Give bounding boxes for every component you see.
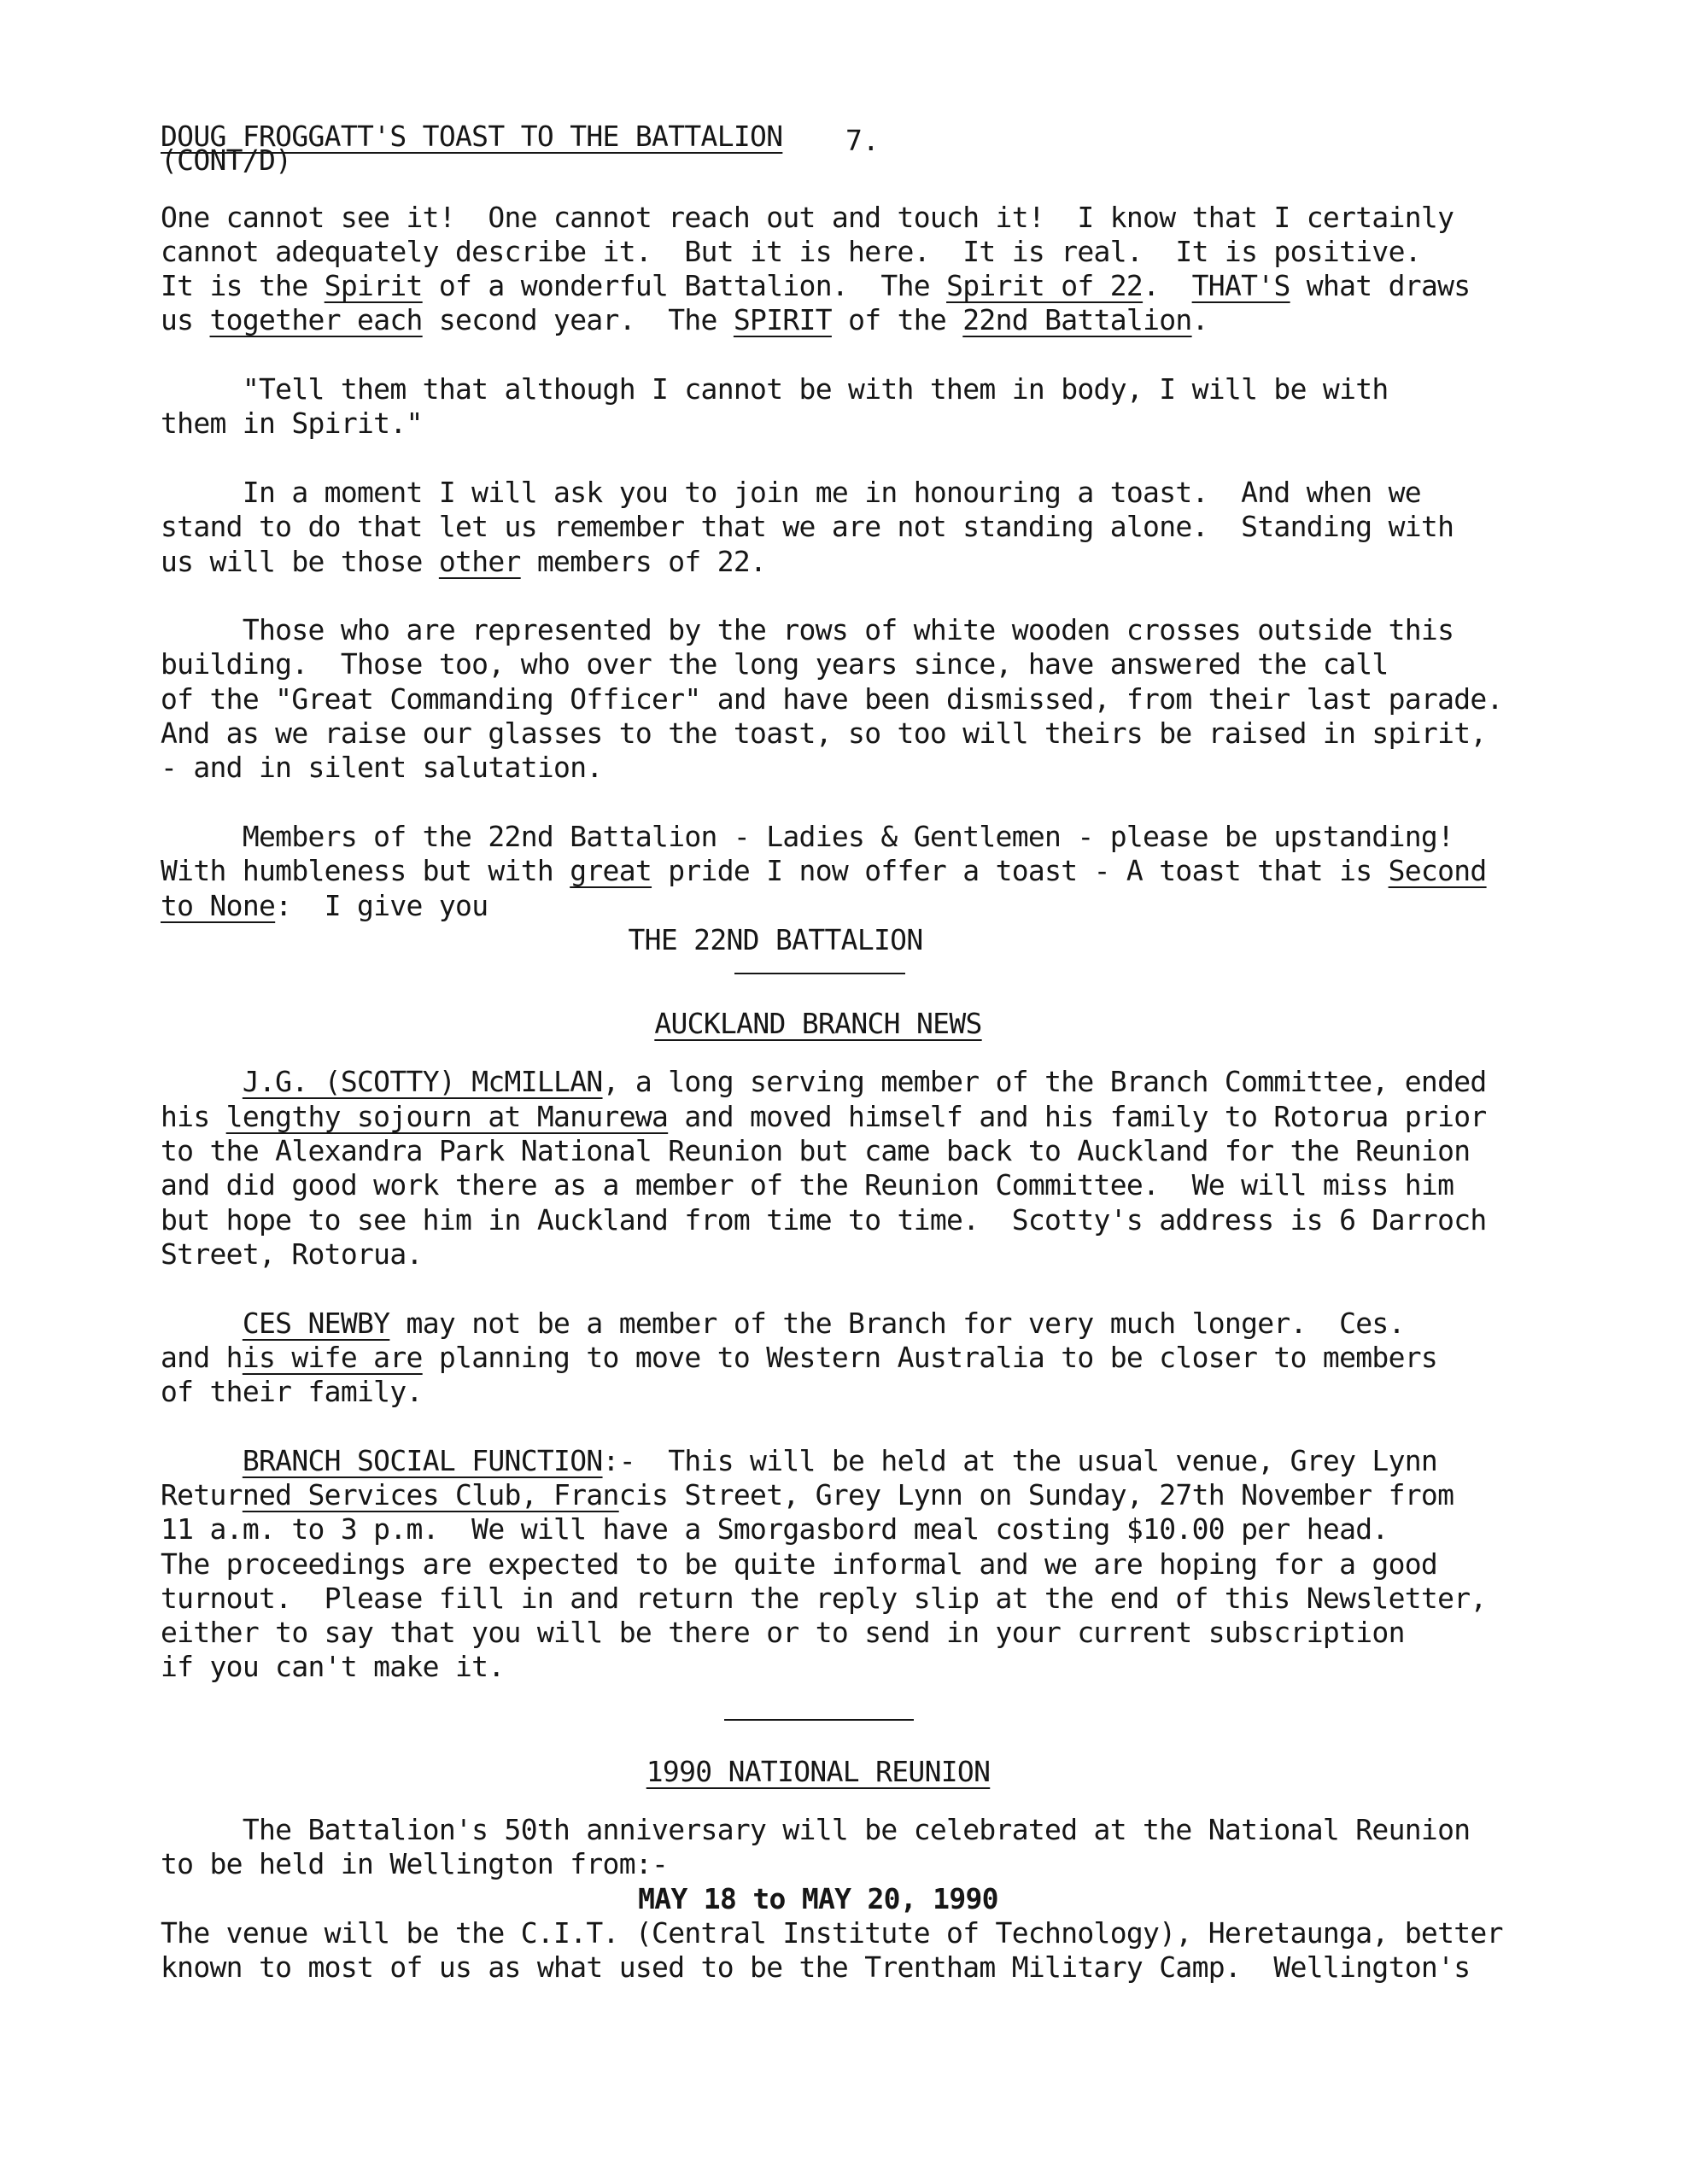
reunion-paragraph: The Battalion's 50th anniversary will be celebrated at the National Reunion to be held in Wellington from:- MAY 18 to MAY 20, 1990 The venue will be the C.I.T. (Central Institute of Technology), Heretaunga, better known to most of us as what used to be the Trentham Military Camp. Wellington's [161, 1813, 1503, 1985]
auckland-heading: AUCKLAND BRANCH NEWS [654, 1007, 982, 1041]
toast-paragraph-3: In a moment I will ask you to join me in honouring a toast. And when we stand to do that let us remember that we are not standing alone. Standing with us will be those other members of 22. [161, 475, 1454, 578]
toast-paragraph-2: "Tell them that although I cannot be with them in body, I will be with them in Spirit." [161, 372, 1389, 441]
toast-paragraph-1: One cannot see it! One cannot reach out and touch it! I know that I certainly cannot adequately describe it. But it is here. It is real. It is positive. It is the Spirit of a wonderful Battalion. The Spirit of 22. THAT'S what draws us together each second year. The SPIRIT of the 22nd Battalion. [161, 200, 1471, 337]
toast-heading-cont: (CONT/D) [161, 143, 292, 178]
newsletter-page [161, 120, 1612, 1985]
auckland-paragraph-1: J.G. (SCOTTY) McMILLAN, a long serving member of the Branch Committee, ended his lengthy sojourn at Manurewa and moved himself and his family to Rotorua prior to the Alexandra Park National Reunion but came back to Auckland for the Reunion and did good work there as a member of the Reunion Committee. We will miss him but hope to see him in Auckland from time to time. Scotty's address is 6 Darroch Street, Rotorua. [161, 1065, 1487, 1271]
auckland-paragraph-3: BRANCH SOCIAL FUNCTION:- This will be held at the usual venue, Grey Lynn Returned Services Club, Francis Street, Grey Lynn on Sunday, 27th November from 11 a.m. to 3 p.m. We will have a Smorgasbord meal costing $10.00 per head. The proceedings are expected to be quite informal and we are hoping for a good turnout. Please fill in and return the reply slip at the end of this Newsletter, either to say that you will be there or to send in your current subscription if you can't make it. [161, 1443, 1487, 1684]
toast-paragraph-5: Members of the 22nd Battalion - Ladies & Gentlemen - please be upstanding! With humbleness but with great pride I now offer a toast - A toast that is Second to None: I give you THE 22ND BATTALION [161, 819, 1487, 956]
toast-paragraph-4: Those who are represented by the rows of white wooden crosses outside this building. Those too, who over the long years since, have answered the call of the "Great Commanding Officer" and have been dismissed, from their last parade. And as we raise our glasses to the toast, so too will theirs be raised in spirit, - and in silent salutation. [161, 613, 1503, 785]
page-number: 7. [845, 124, 880, 157]
toast-battalion-line: THE 22ND BATTALION [628, 922, 923, 956]
reunion-dates: MAY 18 to MAY 20, 1990 [638, 1881, 998, 1915]
reunion-heading: 1990 NATIONAL REUNION [646, 1754, 991, 1788]
toast-heading: DOUG FROGGATT'S TOAST TO THE BATTALION [161, 120, 783, 153]
auckland-paragraph-2: CES NEWBY may not be a member of the Branch for very much longer. Ces. and his wife are planning to move to Western Australia to be closer to members of their family. [161, 1306, 1438, 1409]
